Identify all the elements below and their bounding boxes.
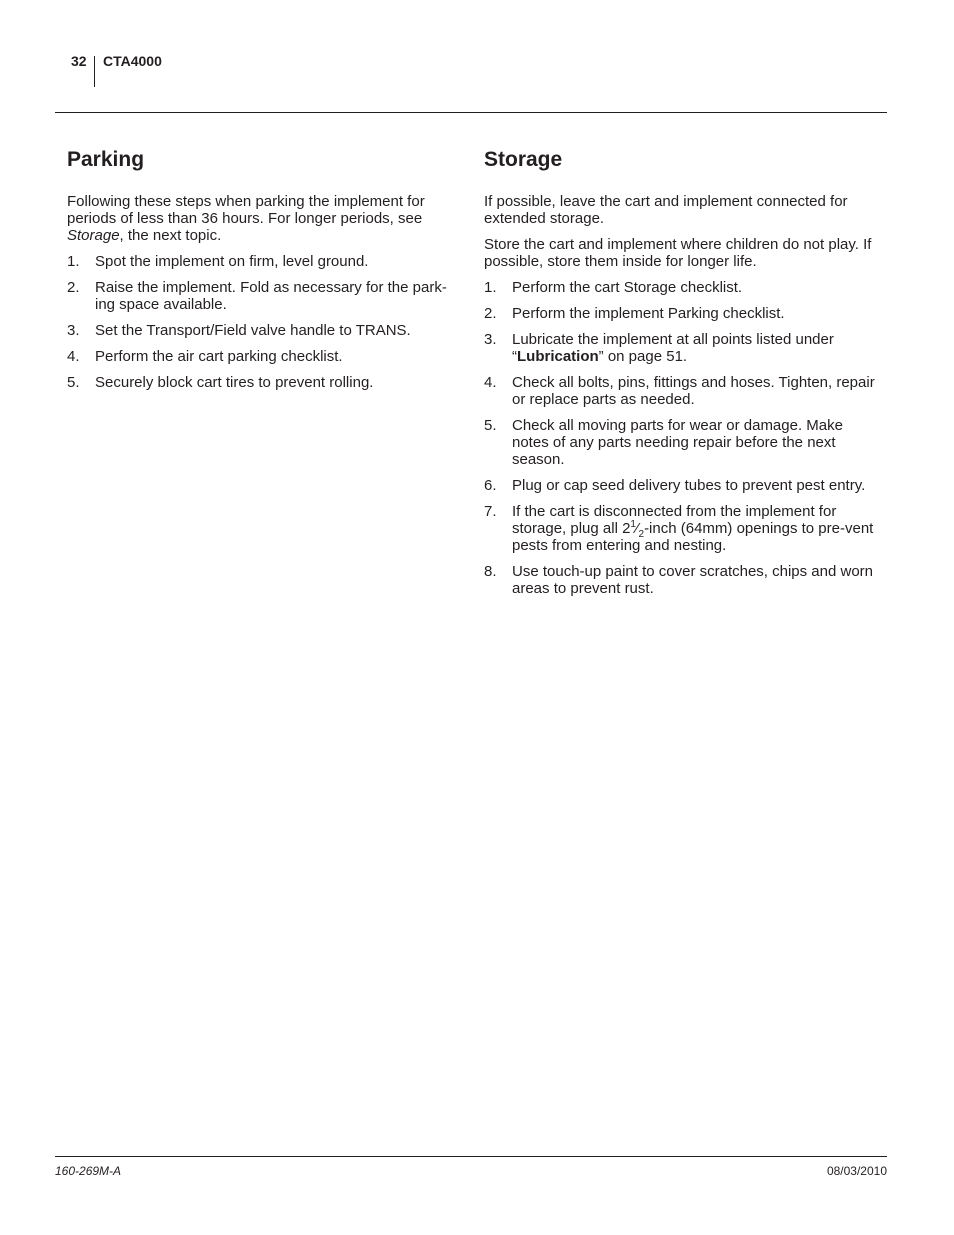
list-item: 3. Lubricate the implement at all points listed under “Lubrication” on page 51.: [484, 331, 834, 365]
model-name: CTA4000: [103, 53, 162, 69]
lubrication-reference: Lubrication: [517, 348, 599, 365]
parking-intro: Following these steps when parking the implement for periods of less than 36 hours. For longer periods, see Storage, the next topic.: [67, 193, 425, 244]
list-item: 4. Perform the air cart parking checklist.: [67, 348, 343, 365]
storage-para-1: If possible, leave the cart and implement connected for extended storage.: [484, 193, 848, 227]
footer-rule: [55, 1156, 887, 1157]
document-number: 160-269M-A: [55, 1164, 122, 1178]
storage-reference: Storage: [67, 227, 120, 244]
storage-section: [484, 146, 879, 606]
fraction-one-half: $^1⁄_2$: [630, 519, 645, 540]
parking-section: [67, 146, 462, 400]
header-rule: [55, 112, 887, 113]
storage-para-2: Store the cart and implement where children do not play. If possible, store them inside for longer life.: [484, 236, 872, 270]
parking-steps: [67, 253, 462, 391]
list-item: 2. Raise the implement. Fold as necessary for the park-ing space available.: [67, 279, 447, 313]
storage-heading: Storage: [484, 148, 563, 171]
page-number: 32: [71, 53, 87, 69]
list-item: 1. Spot the implement on firm, level ground.: [67, 253, 369, 270]
storage-steps: [484, 279, 879, 597]
list-item: 8. Use touch-up paint to cover scratches, chips and worn areas to prevent rust.: [484, 563, 874, 597]
list-item: 1. Perform the cart Storage checklist.: [484, 279, 743, 296]
parking-heading: Parking: [67, 148, 145, 171]
list-item: 6. Plug or cap seed delivery tubes to prevent pest entry.: [484, 477, 866, 494]
list-item: 4. Check all bolts, pins, fittings and hoses. Tighten, repair or replace parts as needed.: [484, 374, 875, 408]
list-item: 5. Securely block cart tires to prevent rolling.: [67, 374, 374, 391]
list-item: 7. If the cart is disconnected from the implement for storage, plug all $2^1⁄_2$-inch (64mm) openings to pre-vent pests from entering and nesting.: [484, 503, 874, 554]
list-item: 3. Set the Transport/Field valve handle to TRANS.: [67, 322, 411, 339]
document-date: 08/03/2010: [826, 1164, 887, 1178]
header-divider: [94, 56, 95, 87]
list-item: 2. Perform the implement Parking checklist.: [484, 305, 785, 322]
list-item: 5. Check all moving parts for wear or damage. Make notes of any parts needing repair before the next season.: [484, 417, 843, 468]
